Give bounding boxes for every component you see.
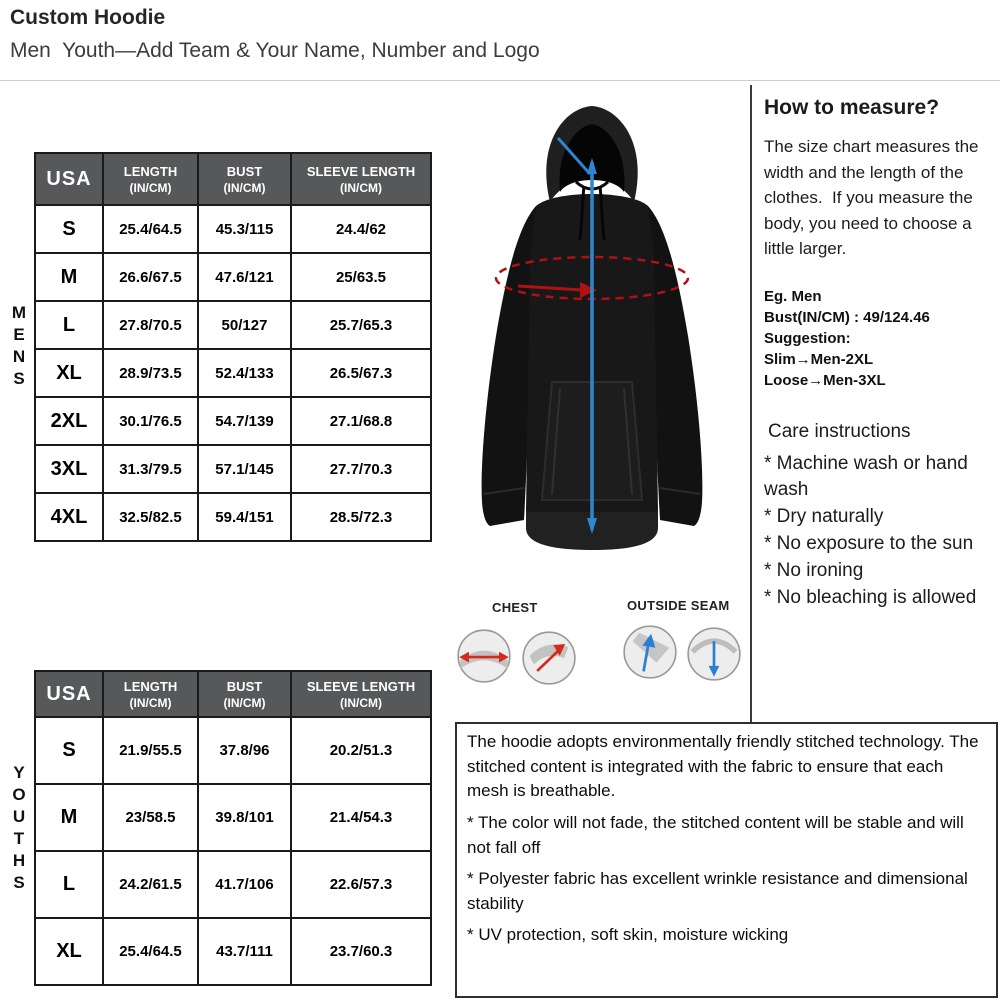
size-cell: S	[35, 205, 103, 253]
mens-vertical-label	[6, 152, 32, 540]
feature-item: * UV protection, soft skin, moisture wicking	[467, 925, 789, 945]
size-cell: XL	[35, 349, 103, 397]
size-cell: L	[35, 301, 103, 349]
outside-seam-measure-icon-2	[686, 626, 742, 682]
feature-item: * Polyester fabric has excellent wrinkle resistance and dimensional stability	[467, 869, 968, 913]
outside-seam-label: OUTSIDE SEAM	[627, 598, 730, 613]
length-cell: 30.1/76.5	[103, 397, 198, 445]
bust-cell: 59.4/151	[198, 493, 291, 541]
youth-header-bust	[198, 671, 291, 717]
size-cell: 3XL	[35, 445, 103, 493]
table-row	[35, 349, 431, 397]
col-unit: (IN/CM)	[129, 180, 172, 195]
mens-header-usa: USA	[35, 153, 103, 205]
table-row	[35, 205, 431, 253]
outside-seam-measure-icon-1	[622, 624, 678, 680]
mens-header-length	[103, 153, 198, 205]
bust-cell: 54.7/139	[198, 397, 291, 445]
size-cell: L	[35, 851, 103, 918]
how-to-measure-title: How to measure?	[764, 96, 940, 119]
youth-size-table	[34, 670, 432, 986]
sleeve-cell: 25.7/65.3	[291, 301, 431, 349]
length-cell: 31.3/79.5	[103, 445, 198, 493]
sleeve-cell: 25/63.5	[291, 253, 431, 301]
bust-cell: 45.3/115	[198, 205, 291, 253]
hoodie-product-illustration	[436, 86, 748, 591]
bust-cell: 50/127	[198, 301, 291, 349]
sleeve-cell: 24.4/62	[291, 205, 431, 253]
care-instructions-title: Care instructions	[768, 420, 911, 442]
chest-measure-icon-1	[456, 628, 512, 684]
table-row	[35, 918, 431, 985]
youth-vertical-label	[6, 670, 32, 986]
page-header	[0, 0, 1000, 81]
example-line: Slim→Men-2XL	[764, 350, 874, 368]
example-line: Suggestion:	[764, 329, 851, 347]
youth-header-row	[35, 671, 431, 717]
mens-header-row	[35, 153, 431, 205]
care-instructions-list	[764, 451, 994, 613]
table-row	[35, 784, 431, 851]
sleeve-cell: 20.2/51.3	[291, 717, 431, 784]
sleeve-cell: 21.4/54.3	[291, 784, 431, 851]
sleeve-cell: 22.6/57.3	[291, 851, 431, 918]
bust-cell: 52.4/133	[198, 349, 291, 397]
example-line: Bust(IN/CM) : 49/124.46	[764, 308, 930, 326]
how-to-measure-intro: The size chart measures the width and the length of the clothes. If you measure the body, you need to choose a little larger.	[764, 137, 984, 258]
page-subtitle: Men Youth—Add Team & Your Name, Number and Logo	[10, 39, 540, 62]
table-row	[35, 253, 431, 301]
feature-item: * The color will not fade, the stitched content will be stable and will not fall off	[467, 812, 964, 857]
size-cell: 2XL	[35, 397, 103, 445]
how-to-measure-panel	[764, 96, 994, 612]
table-row	[35, 851, 431, 918]
table-row	[35, 445, 431, 493]
col-unit: (IN/CM)	[340, 695, 382, 710]
col-unit: (IN/CM)	[223, 180, 266, 195]
col-unit: (IN/CM)	[223, 695, 266, 710]
bust-cell: 39.8/101	[198, 784, 291, 851]
length-cell: 21.9/55.5	[103, 717, 198, 784]
length-cell: 27.8/70.5	[103, 301, 198, 349]
fabric-features-box	[455, 722, 998, 998]
length-cell: 24.2/61.5	[103, 851, 198, 918]
care-item: * Dry naturally	[764, 506, 884, 528]
size-cell: 4XL	[35, 493, 103, 541]
care-item: * No ironing	[764, 560, 864, 582]
youth-header-usa: USA	[35, 671, 103, 717]
features-intro: The hoodie adopts environmentally friendly stitched technology. The stitched content is integrated with the fabric to ensure that each mesh is breathable.	[467, 732, 979, 801]
size-cell: XL	[35, 918, 103, 985]
table-row	[35, 397, 431, 445]
col-title: BUST	[226, 678, 263, 694]
youth-header-length	[103, 671, 198, 717]
sleeve-cell: 27.1/68.8	[291, 397, 431, 445]
length-cell: 26.6/67.5	[103, 253, 198, 301]
sleeve-cell: 28.5/72.3	[291, 493, 431, 541]
vertical-divider	[750, 85, 752, 722]
mens-header-sleeve	[291, 153, 431, 205]
mens-vertical-label-text: MENS	[11, 302, 27, 389]
size-cell: M	[35, 784, 103, 851]
col-title: SLEEVE LENGTH	[306, 163, 416, 179]
size-suggestion-block	[764, 286, 994, 391]
example-line: Eg. Men	[764, 287, 822, 305]
bust-cell: 47.6/121	[198, 253, 291, 301]
table-row	[35, 493, 431, 541]
length-cell: 23/58.5	[103, 784, 198, 851]
bust-cell: 43.7/111	[198, 918, 291, 985]
bust-cell: 57.1/145	[198, 445, 291, 493]
mens-size-table	[34, 152, 432, 542]
length-cell: 28.9/73.5	[103, 349, 198, 397]
chest-measure-icon-2	[521, 630, 577, 686]
care-item: * No exposure to the sun	[764, 533, 974, 555]
example-line: Loose→Men-3XL	[764, 371, 886, 389]
youth-header-sleeve	[291, 671, 431, 717]
page-title: Custom Hoodie	[10, 6, 166, 29]
col-unit: (IN/CM)	[340, 180, 382, 195]
size-cell: M	[35, 253, 103, 301]
table-row	[35, 717, 431, 784]
col-unit: (IN/CM)	[129, 695, 172, 710]
length-cell: 25.4/64.5	[103, 918, 198, 985]
bust-cell: 41.7/106	[198, 851, 291, 918]
size-cell: S	[35, 717, 103, 784]
care-item: * No bleaching is allowed	[764, 587, 977, 609]
table-row	[35, 301, 431, 349]
col-title: SLEEVE LENGTH	[306, 678, 416, 694]
col-title: LENGTH	[123, 163, 178, 179]
sleeve-cell: 23.7/60.3	[291, 918, 431, 985]
bust-cell: 37.8/96	[198, 717, 291, 784]
col-title: BUST	[226, 163, 263, 179]
youth-vertical-label-text: YOUTHS	[12, 762, 26, 893]
care-item: * Machine wash or hand wash	[764, 452, 968, 501]
mens-header-bust	[198, 153, 291, 205]
sleeve-cell: 26.5/67.3	[291, 349, 431, 397]
sleeve-cell: 27.7/70.3	[291, 445, 431, 493]
length-cell: 32.5/82.5	[103, 493, 198, 541]
col-title: LENGTH	[123, 678, 178, 694]
length-cell: 25.4/64.5	[103, 205, 198, 253]
chest-label: CHEST	[492, 600, 538, 615]
